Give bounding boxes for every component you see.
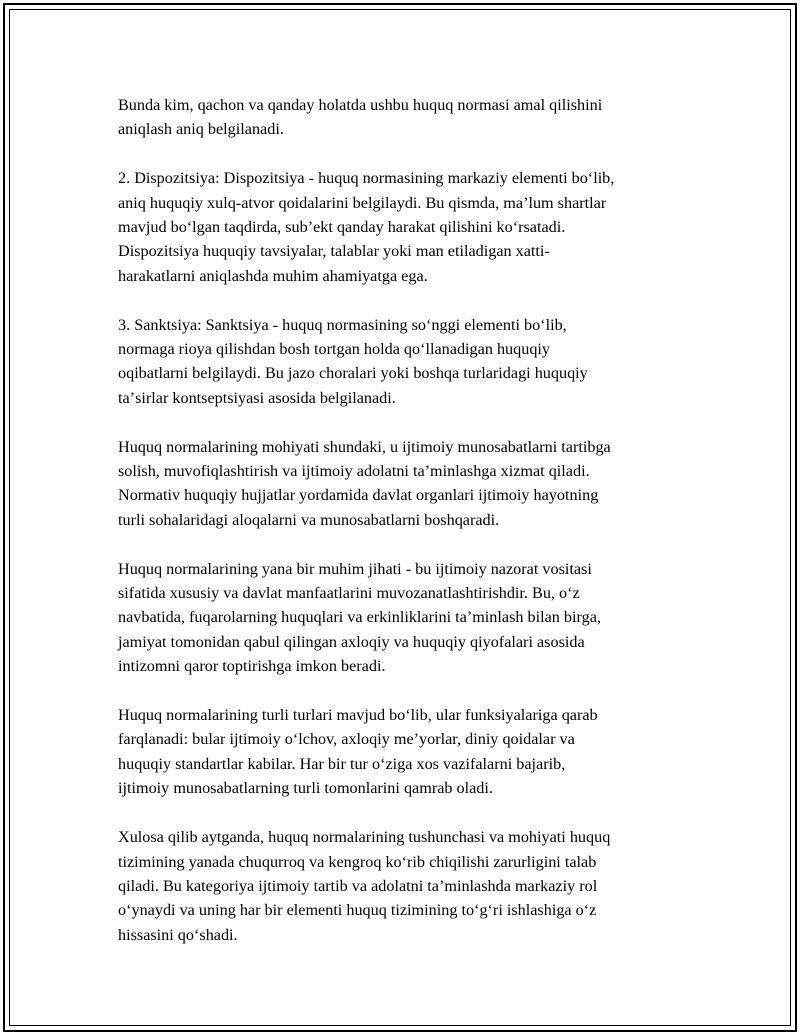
paragraph-turlari: Huquq normalarining turli turlari mavjud boʻlib, ular funksiyalariga qarab farqlanadi: bular ijtimoiy oʻlchov, axloqiy meʼyorlar, diniy qoidalar va huquqiy standartlar kabilar. Har bir tur oʻziga xos vazifalarni bajarib, ijtimoiy munosabatlarning turli tomonlarini qamrab oladi.	[118, 706, 598, 798]
paragraph-xulosa: Xulosa qilib aytganda, huquq normalarining tushunchasi va mohiyati huquq tizimining yanada chuqurroq va kengroq koʻrib chiqilishi zarurligini talab qiladi. Bu kategoriya ijtimoiy tartib va adolatni taʼminlashda markaziy rol oʻynaydi va uning har bir elementi huquq tizimining toʻgʻri ishlashiga oʻz hissasini qoʻshadi.	[118, 828, 611, 944]
paragraph-ijtimoiy-nazorat: Huquq normalarining yana bir muhim jihati - bu ijtimoiy nazorat vositasi sifatida xususiy va davlat manfaatlarini muvozanatlashtirishdir. Bu, oʻz navbatida, fuqarolarning huquqlari va erkinliklarini taʼminlash bilan birga, jamiyat tomonidan qabul qilingan axloqiy va huquqiy qiyofalari asosida intizomni qaror toptirishga imkon beradi.	[118, 559, 601, 676]
paragraph-sanktsiya: 3. Sanktsiya: Sanktsiya - huquq normasining soʻnggi elementi boʻlib, normaga rioya qilishdan bosh tortgan holda qoʻllanadigan huquqiy oqibatlarni belgilaydi. Bu jazo choralari yoki boshqa turlaridagi huquqiy taʼsirlar kontseptsiyasi asosida belgilanadi.	[118, 315, 588, 407]
paragraph-scope-intro: Bunda kim, qachon va qanday holatda ushbu huquq normasi amal qilishini aniqlash aniq belgilanadi.	[118, 96, 603, 139]
document-body	[118, 93, 688, 947]
paragraph-mohiyati: Huquq normalarining mohiyati shundaki, u ijtimoiy munosabatlarni tartibga solish, muvofiqlashtirish va ijtimoiy adolatni taʼminlashga xizmat qiladi. Normativ huquqiy hujjatlar yordamida davlat organlari ijtimoiy hayotning turli sohalaridagi aloqalarni va munosabatlarni boshqaradi.	[118, 437, 611, 529]
paragraph-dispozitsiya: 2. Dispozitsiya: Dispozitsiya - huquq normasining markaziy elementi boʻlib, aniq huquqiy xulq-atvor qoidalarini belgilaydi. Bu qismda, maʼlum shartlar mavjud boʻlgan taqdirda, subʼekt qanday harakat qilishini koʻrsatadi. Dispozitsiya huquqiy tavsiyalar, talablar yoki man etiladigan xatti- harakatlarni aniqlashda muhim ahamiyatga ega.	[118, 169, 615, 285]
